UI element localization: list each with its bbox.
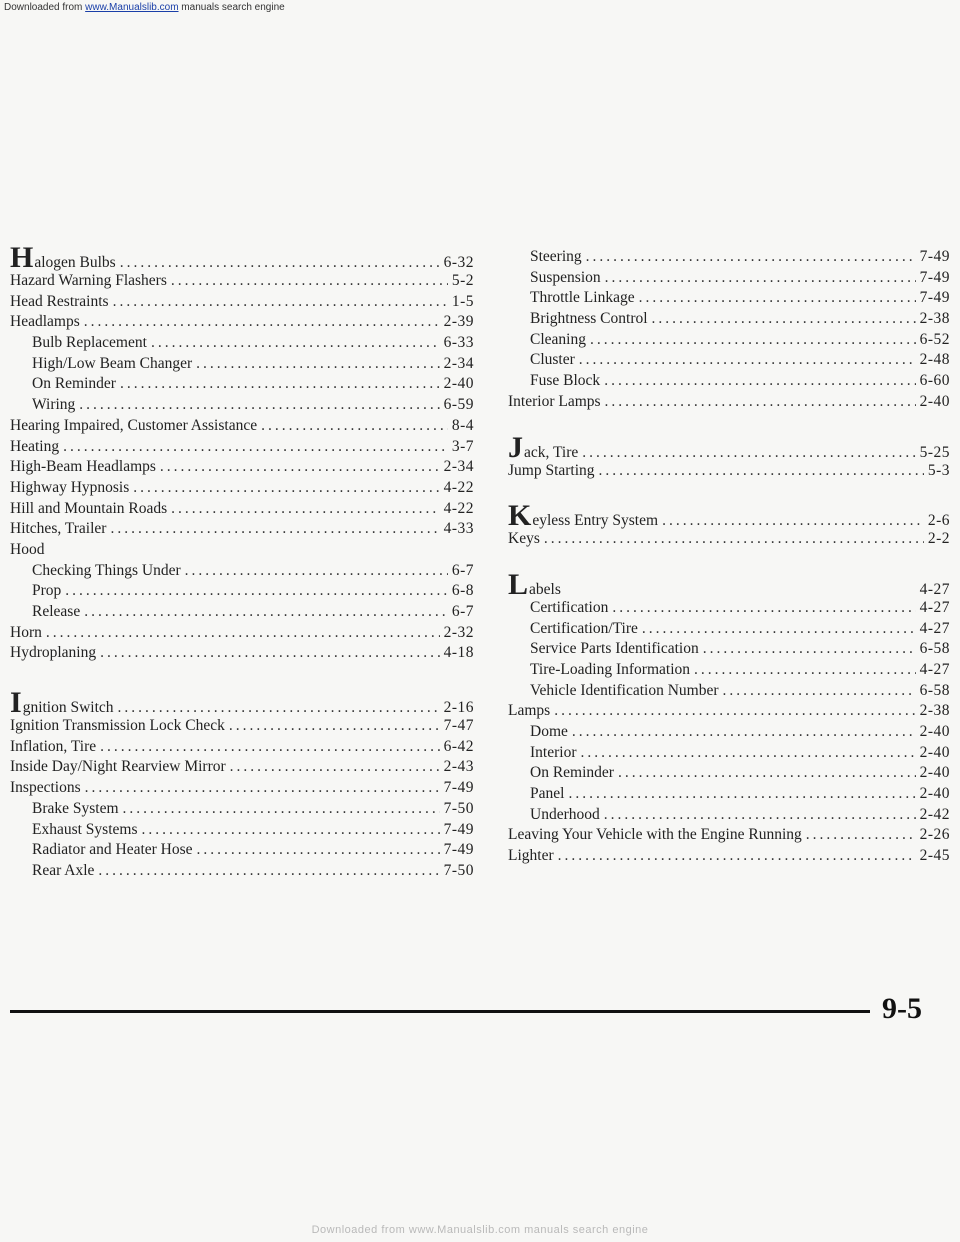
- index-entry: Keys ..... 2-2: [508, 529, 950, 550]
- index-subentry: Brightness Control ..... 2-38: [508, 309, 950, 330]
- index-entry: Interior Lamps ..... 2-40: [508, 392, 950, 413]
- banner-prefix: Downloaded from: [4, 2, 86, 13]
- index-entry: Inspections ..... 7-49: [10, 778, 474, 799]
- index-column-left: [10, 243, 474, 882]
- index-entry: Headlamps ..... 2-39: [10, 312, 474, 333]
- index-entry: Lighter ..... 2-45: [508, 846, 950, 867]
- index-subentry: Cleaning ..... 6-52: [508, 330, 950, 351]
- manualslib-link[interactable]: www.Manualslib.com: [85, 2, 179, 13]
- index-entry: Heating ..... 3-7: [10, 437, 474, 458]
- index-entry: High-Beam Headlamps ..... 2-34: [10, 457, 474, 478]
- index-subentry: Tire-Loading Information ..... 4-27: [508, 660, 950, 681]
- index-entry: Inflation, Tire ..... 6-42: [10, 737, 474, 758]
- index-subentry: On Reminder ..... 2-40: [508, 763, 950, 784]
- index-entry: Head Restraints ..... 1-5: [10, 292, 474, 313]
- index-subentry: Brake System ..... 7-50: [10, 799, 474, 820]
- banner-suffix: manuals search engine: [178, 2, 285, 13]
- index-subentry: Throttle Linkage ..... 7-49: [508, 288, 950, 309]
- index-entry: Hydroplaning ..... 4-18: [10, 643, 474, 664]
- index-subentry: Underhood ..... 2-42: [508, 805, 950, 826]
- index-entry: Halogen Bulbs ..... 6-32: [10, 243, 474, 271]
- page-number: 9-5: [882, 992, 922, 1025]
- index-subentry: Checking Things Under ..... 6-7: [10, 561, 474, 582]
- source-banner: [4, 2, 285, 13]
- index-subentry: Exhaust Systems ..... 7-49: [10, 820, 474, 841]
- index-subentry: Interior ..... 2-40: [508, 743, 950, 764]
- index-subentry: Service Parts Identification ..... 6-58: [508, 639, 950, 660]
- index-entry: Hearing Impaired, Customer Assistance ..... 8-4: [10, 416, 474, 437]
- index-subentry: Cluster ..... 2-48: [508, 350, 950, 371]
- index-entry: Keyless Entry System ..... 2-6: [508, 501, 950, 529]
- index-subentry: Prop ..... 6-8: [10, 581, 474, 602]
- index-subentry: Wiring ..... 6-59: [10, 395, 474, 416]
- index-subentry: Certification/Tire ..... 4-27: [508, 619, 950, 640]
- index-subentry: Certification ..... 4-27: [508, 598, 950, 619]
- index-subentry: Steering ..... 7-49: [508, 247, 950, 268]
- index-entry: Lamps ..... 2-38: [508, 701, 950, 722]
- index-column-right: [508, 243, 950, 867]
- index-entry: Labels 4-27: [508, 567, 950, 601]
- index-entry: Highway Hypnosis ..... 4-22: [10, 478, 474, 499]
- footer-watermark: Downloaded from www.Manualslib.com manuals search engine: [311, 1224, 649, 1236]
- index-entry: Inside Day/Night Rearview Mirror ..... 2-43: [10, 757, 474, 778]
- index-subentry: Radiator and Heater Hose ..... 7-49: [10, 840, 474, 861]
- index-subentry: Fuse Block ..... 6-60: [508, 371, 950, 392]
- index-entry: Jump Starting ..... 5-3: [508, 461, 950, 482]
- index-subentry: Bulb Replacement ..... 6-33: [10, 333, 474, 354]
- index-subentry: Rear Axle ..... 7-50: [10, 861, 474, 882]
- index-entry: Hood: [10, 540, 45, 558]
- index-subentry: Suspension ..... 7-49: [508, 268, 950, 289]
- index-subentry: On Reminder ..... 2-40: [10, 374, 474, 395]
- index-subentry: High/Low Beam Changer ..... 2-34: [10, 354, 474, 375]
- footer-rule: [10, 1010, 870, 1013]
- index-entry: Horn ..... 2-32: [10, 623, 474, 644]
- index-entry: Ignition Switch ..... 2-16: [10, 688, 474, 716]
- index-subentry: Vehicle Identification Number ..... 6-58: [508, 681, 950, 702]
- index-subentry: Release ..... 6-7: [10, 602, 474, 623]
- index-entry: Hazard Warning Flashers ..... 5-2: [10, 271, 474, 292]
- index-entry: Hitches, Trailer ..... 4-33: [10, 519, 474, 540]
- index-subentry: Dome ..... 2-40: [508, 722, 950, 743]
- index-subentry: Panel ..... 2-40: [508, 784, 950, 805]
- index-entry: Ignition Transmission Lock Check ..... 7-47: [10, 716, 474, 737]
- index-entry: Leaving Your Vehicle with the Engine Running ..... 2-26: [508, 825, 950, 846]
- index-entry: Jack, Tire ..... 5-25: [508, 433, 950, 461]
- index-entry: Hill and Mountain Roads ..... 4-22: [10, 499, 474, 520]
